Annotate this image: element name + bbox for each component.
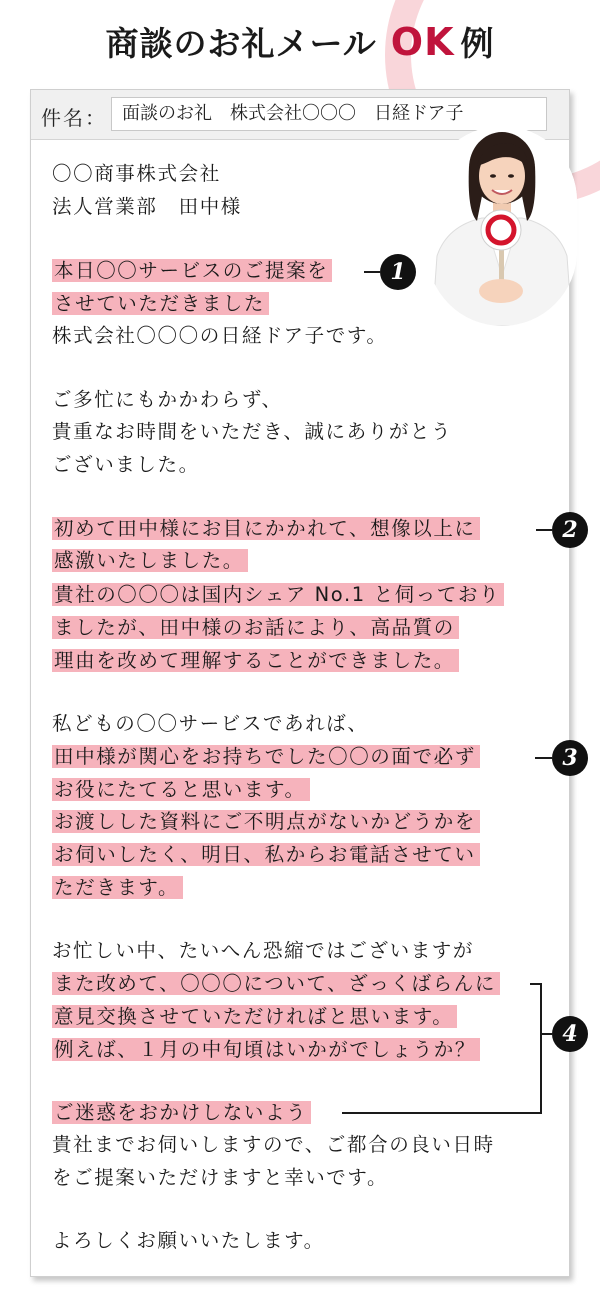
- connector-line-4b: [540, 983, 542, 1114]
- marker-3: 3: [552, 740, 588, 776]
- body-line-highlighted: [52, 581, 504, 609]
- subject-field[interactable]: 面談のお礼 株式会社〇〇〇 日経ドア子: [111, 97, 547, 131]
- highlighted-text: お役にたてると思います。: [52, 778, 310, 801]
- highlighted-text: お伺いしたく、明日、私からお電話させてい: [52, 843, 480, 866]
- body-text: ご多忙にもかかわらず、: [52, 388, 283, 411]
- connector-line-2: [536, 529, 552, 531]
- body-text: 法人営業部 田中様: [52, 195, 242, 218]
- body-line-highlighted: [52, 1036, 480, 1064]
- body-line: [52, 418, 452, 446]
- highlighted-text: ただきます。: [52, 876, 183, 899]
- highlighted-text: 理由を改めて理解することができました。: [52, 649, 459, 672]
- highlighted-text: させていただきました: [52, 292, 269, 315]
- connector-line-3: [535, 757, 552, 759]
- body-line: [52, 322, 387, 350]
- body-text: お忙しい中、たいへん恐縮ではございますが: [52, 939, 475, 962]
- body-line: [52, 160, 221, 188]
- body-line-highlighted: [52, 647, 459, 675]
- body-line-highlighted: [52, 614, 459, 642]
- body-text: 私どもの〇〇サービスであれば、: [52, 712, 369, 735]
- body-line: [52, 193, 242, 221]
- body-line: [52, 1131, 495, 1159]
- marker-1: 1: [380, 254, 416, 290]
- body-text: 貴重なお時間をいただき、誠にありがとう: [52, 420, 453, 443]
- body-line-highlighted: [52, 743, 480, 771]
- highlighted-text: ましたが、田中様のお話により、高品質の: [52, 616, 459, 639]
- highlighted-text: 意見交換させていただければと思います。: [52, 1005, 457, 1028]
- connector-line-4d: [540, 1033, 552, 1035]
- title-ok: OK: [390, 20, 455, 64]
- highlighted-text: 感激いたしました。: [52, 549, 248, 572]
- highlighted-text: 本日〇〇サービスのご提案を: [52, 259, 332, 282]
- title-suffix: 例: [460, 24, 495, 63]
- highlighted-text: 例えば、１月の中旬頃はいかがでしょうか？: [52, 1038, 480, 1061]
- body-line-highlighted: [52, 257, 332, 285]
- body-line: [52, 937, 474, 965]
- connector-line-4c: [342, 1112, 542, 1114]
- body-line-highlighted: [52, 970, 500, 998]
- highlighted-text: 田中様が関心をお持ちでした〇〇の面で必ず: [52, 745, 480, 768]
- connector-line-1: [364, 271, 380, 273]
- highlighted-text: 初めて田中様にお目にかかれて、想像以上に: [52, 517, 480, 540]
- title-main: 商談のお礼メール: [105, 24, 377, 63]
- body-line-highlighted: [52, 1099, 311, 1127]
- body-line-highlighted: [52, 515, 480, 543]
- marker-2: 2: [552, 512, 588, 548]
- marker-4: 4: [552, 1016, 588, 1052]
- body-line-highlighted: [52, 808, 480, 836]
- body-line: [52, 1164, 388, 1192]
- body-line: [52, 710, 369, 738]
- body-text: をご提案いただけますと幸いです。: [52, 1166, 389, 1189]
- body-line: [52, 451, 200, 479]
- body-text: 貴社までお伺いしますので、ご都合の良い日時: [52, 1133, 495, 1156]
- page-title: [0, 18, 600, 74]
- highlighted-text: 貴社の〇〇〇は国内シェア No.1 と伺っており: [52, 583, 504, 606]
- body-line-highlighted: [52, 874, 183, 902]
- body-line-highlighted: [52, 1003, 457, 1031]
- subject-label: 件名：: [41, 106, 107, 130]
- highlighted-text: お渡しした資料にご不明点がないかどうかを: [52, 810, 480, 833]
- body-text: 〇〇商事株式会社: [52, 162, 221, 185]
- highlighted-text: ご迷惑をおかけしないよう: [52, 1101, 311, 1124]
- highlighted-text: また改めて、〇〇〇について、ざっくばらんに: [52, 972, 500, 995]
- body-line: [52, 386, 283, 414]
- body-text: ございました。: [52, 453, 200, 476]
- person-illustration: [427, 126, 577, 326]
- body-text: 株式会社〇〇〇の日経ドア子です。: [52, 324, 388, 347]
- body-line-highlighted: [52, 776, 310, 804]
- body-line: [52, 1227, 325, 1255]
- body-line-highlighted: [52, 547, 248, 575]
- body-line-highlighted: [52, 841, 480, 869]
- woman-holding-ok-sign-photo: [427, 126, 577, 326]
- body-text: よろしくお願いいたします。: [52, 1229, 325, 1252]
- body-line-highlighted: [52, 290, 269, 318]
